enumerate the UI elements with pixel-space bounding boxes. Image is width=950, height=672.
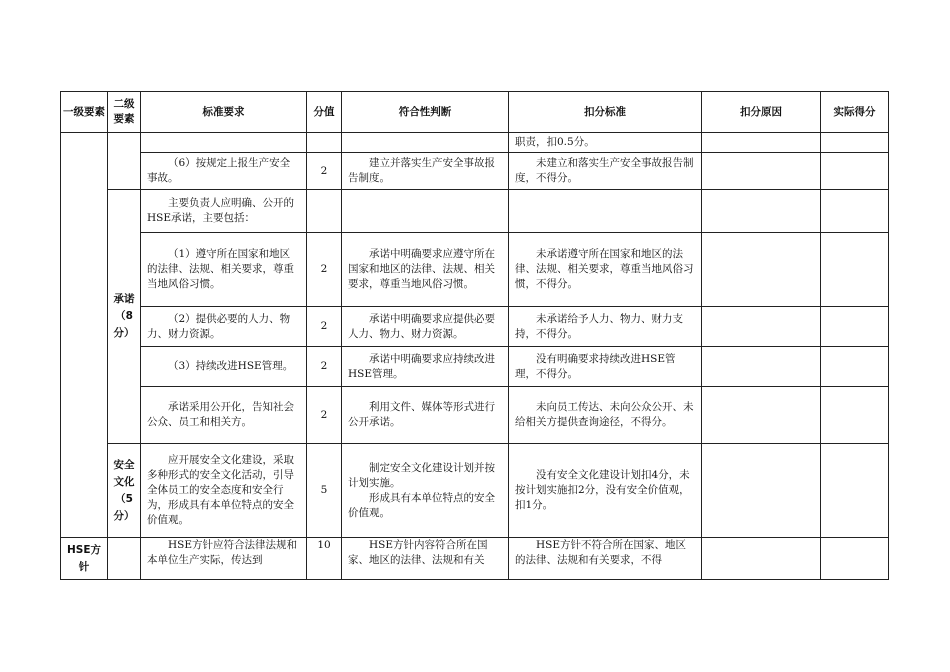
table-row <box>61 387 889 444</box>
table-row <box>61 233 889 307</box>
compliance-cell <box>342 133 509 153</box>
score-cell: 2 <box>307 307 342 347</box>
actual-score-cell <box>821 387 889 444</box>
deduction-cell: 职责，扣0.5分。 <box>509 133 702 153</box>
level1-cell <box>61 133 108 538</box>
reason-cell <box>702 387 821 444</box>
standard-cell: （3）持续改进HSE管理。 <box>141 347 307 387</box>
actual-score-cell <box>821 444 889 538</box>
compliance-cell: 承诺中明确要求应提供必要人力、物力、财力资源。 <box>342 307 509 347</box>
standard-cell: 应开展安全文化建设，采取多种形式的安全文化活动，引导全体员工的安全态度和安全行为，形成具有本单位特点的安全价值观。 <box>141 444 307 538</box>
score-cell <box>307 190 342 233</box>
header-deduction: 扣分标准 <box>509 92 702 133</box>
score-cell: 10 <box>307 538 342 580</box>
deduction-cell: 没有明确要求持续改进HSE管理，不得分。 <box>509 347 702 387</box>
standard-cell: （1）遵守所在国家和地区的法律、法规、相关要求，尊重当地风俗习惯。 <box>141 233 307 307</box>
compliance-line: 制定安全文化建设计划并按计划实施。 <box>348 461 495 489</box>
header-reason: 扣分原因 <box>702 92 821 133</box>
actual-score-cell <box>821 190 889 233</box>
table-row <box>61 538 889 580</box>
table-row <box>61 190 889 233</box>
header-actual-score: 实际得分 <box>821 92 889 133</box>
compliance-cell: HSE方针内容符合所在国家、地区的法律、法规和有关 <box>342 538 509 580</box>
score-cell: 2 <box>307 387 342 444</box>
table-row <box>61 347 889 387</box>
header-level2: 二级要素 <box>108 92 141 133</box>
deduction-cell: 没有安全文化建设计划扣4分，未按计划实施扣2分，没有安全价值观，扣1分。 <box>509 444 702 538</box>
compliance-cell: 承诺中明确要求应持续改进HSE管理。 <box>342 347 509 387</box>
deduction-cell: 未承诺给予人力、物力、财力支持，不得分。 <box>509 307 702 347</box>
reason-cell <box>702 444 821 538</box>
reason-cell <box>702 190 821 233</box>
level2-cell: 承诺（8分） <box>108 190 141 444</box>
standard-cell: HSE方针应符合法律法规和本单位生产实际，传达到 <box>141 538 307 580</box>
actual-score-cell <box>821 538 889 580</box>
table-row <box>61 444 889 538</box>
score-cell <box>307 133 342 153</box>
table-header-row <box>61 92 889 133</box>
score-cell: 5 <box>307 444 342 538</box>
header-compliance: 符合性判断 <box>342 92 509 133</box>
reason-cell <box>702 153 821 190</box>
header-standard: 标准要求 <box>141 92 307 133</box>
deduction-cell: 未承诺遵守所在国家和地区的法律、法规、相关要求，尊重当地风俗习惯，不得分。 <box>509 233 702 307</box>
standard-cell: 承诺采用公开化，告知社会公众、员工和相关方。 <box>141 387 307 444</box>
reason-cell <box>702 347 821 387</box>
score-cell: 2 <box>307 233 342 307</box>
actual-score-cell <box>821 133 889 153</box>
reason-cell <box>702 538 821 580</box>
deduction-cell: 未建立和落实生产安全事故报告制度，不得分。 <box>509 153 702 190</box>
level2-cell <box>108 133 141 190</box>
actual-score-cell <box>821 153 889 190</box>
actual-score-cell <box>821 347 889 387</box>
level1-cell: HSE方针 <box>61 538 108 580</box>
compliance-cell <box>342 444 509 538</box>
hse-assessment-table <box>60 91 889 580</box>
compliance-cell: 建立并落实生产安全事故报告制度。 <box>342 153 509 190</box>
deduction-cell: 未向员工传达、未向公众公开、未给相关方提供查询途径，不得分。 <box>509 387 702 444</box>
reason-cell <box>702 307 821 347</box>
deduction-cell: HSE方针不符合所在国家、地区的法律、法规和有关要求，不得 <box>509 538 702 580</box>
actual-score-cell <box>821 307 889 347</box>
table-row <box>61 153 889 190</box>
compliance-cell: 利用文件、媒体等形式进行公开承诺。 <box>342 387 509 444</box>
table-row <box>61 307 889 347</box>
compliance-line: 形成具有本单位特点的安全价值观。 <box>348 491 495 519</box>
header-level1: 一级要素 <box>61 92 108 133</box>
standard-cell: （6）按规定上报生产安全事故。 <box>141 153 307 190</box>
table-row <box>61 133 889 153</box>
deduction-cell <box>509 190 702 233</box>
reason-cell <box>702 233 821 307</box>
score-cell: 2 <box>307 153 342 190</box>
reason-cell <box>702 133 821 153</box>
compliance-cell: 承诺中明确要求应遵守所在国家和地区的法律、法规、相关要求，尊重当地风俗习惯。 <box>342 233 509 307</box>
standard-cell: （2）提供必要的人力、物力、财力资源。 <box>141 307 307 347</box>
level2-cell <box>108 538 141 580</box>
standard-cell: 主要负责人应明确、公开的HSE承诺，主要包括： <box>141 190 307 233</box>
score-cell: 2 <box>307 347 342 387</box>
standard-cell <box>141 133 307 153</box>
compliance-cell <box>342 190 509 233</box>
header-score: 分值 <box>307 92 342 133</box>
actual-score-cell <box>821 233 889 307</box>
level2-cell: 安全文化（5分） <box>108 444 141 538</box>
